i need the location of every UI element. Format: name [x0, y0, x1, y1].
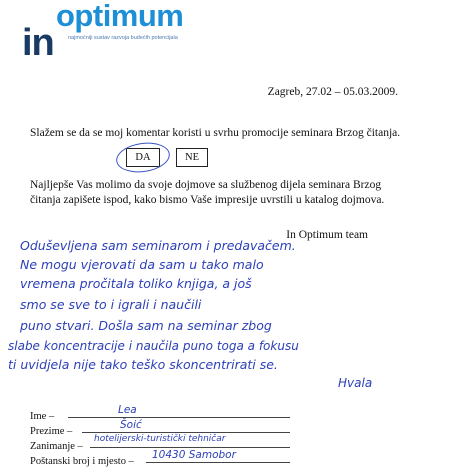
- ime-value: Lea: [118, 404, 137, 416]
- date-line: Zagreb, 27.02 – 05.03.2009.: [267, 86, 398, 98]
- postanski-value: 10430 Samobor: [152, 449, 236, 461]
- team-signature: In Optimum team: [286, 229, 368, 241]
- prezime-label: Prezime –: [30, 426, 73, 437]
- zanimanje-field: [30, 434, 330, 452]
- prezime-field: [30, 419, 330, 437]
- zanimanje-label: Zanimanje –: [30, 441, 83, 452]
- ime-label: Ime –: [30, 411, 55, 422]
- zanimanje-value: hotelijerski-turistički tehničar: [94, 434, 226, 444]
- comment-line-2: Ne mogu vjerovati da sam u tako malo: [20, 257, 264, 272]
- comment-line-4: smo se sve to i igrali i naučili: [20, 297, 202, 312]
- no-checkbox[interactable]: NE: [176, 148, 208, 167]
- logo-brand: optimum: [56, 0, 184, 33]
- postanski-field: [30, 449, 330, 467]
- consent-text: Slažem se da se moj komentar koristi u svrhu promocije seminara Brzog čitanja.: [30, 127, 401, 139]
- comment-signoff: Hvala: [338, 376, 373, 390]
- ime-field: [30, 404, 330, 422]
- postanski-label: Poštanski broj i mjesto –: [30, 456, 134, 467]
- comment-line-1: Oduševljena sam seminarom i predavačem.: [20, 238, 296, 253]
- handwritten-comment: [8, 238, 434, 414]
- comment-line-7: ti uvidjela nije tako teško skoncentrirati se.: [8, 357, 278, 372]
- comment-line-3: vremena pročitala toliko knjiga, a još: [20, 276, 252, 291]
- comment-line-6: slabe koncentracije i naučila puno toga a fokusu: [8, 339, 299, 353]
- prezime-value: Šoić: [120, 419, 142, 431]
- comment-line-5: puno stvari. Došla sam na seminar zbog: [20, 318, 272, 333]
- logo-prefix: in: [22, 22, 54, 64]
- yes-checkbox[interactable]: DA: [126, 148, 160, 167]
- in-optimum-logo: [22, 0, 222, 64]
- logo-tagline: najmoćniji sustav razvoja budećih potencijala: [68, 35, 178, 41]
- request-text: Najljepše Vas molimo da svoje dojmove sa službenog dijela seminara Brzog čitanja zapišete ispod, kako bismo Vaše impresije uvrstili u katalog dojmova.: [30, 179, 385, 206]
